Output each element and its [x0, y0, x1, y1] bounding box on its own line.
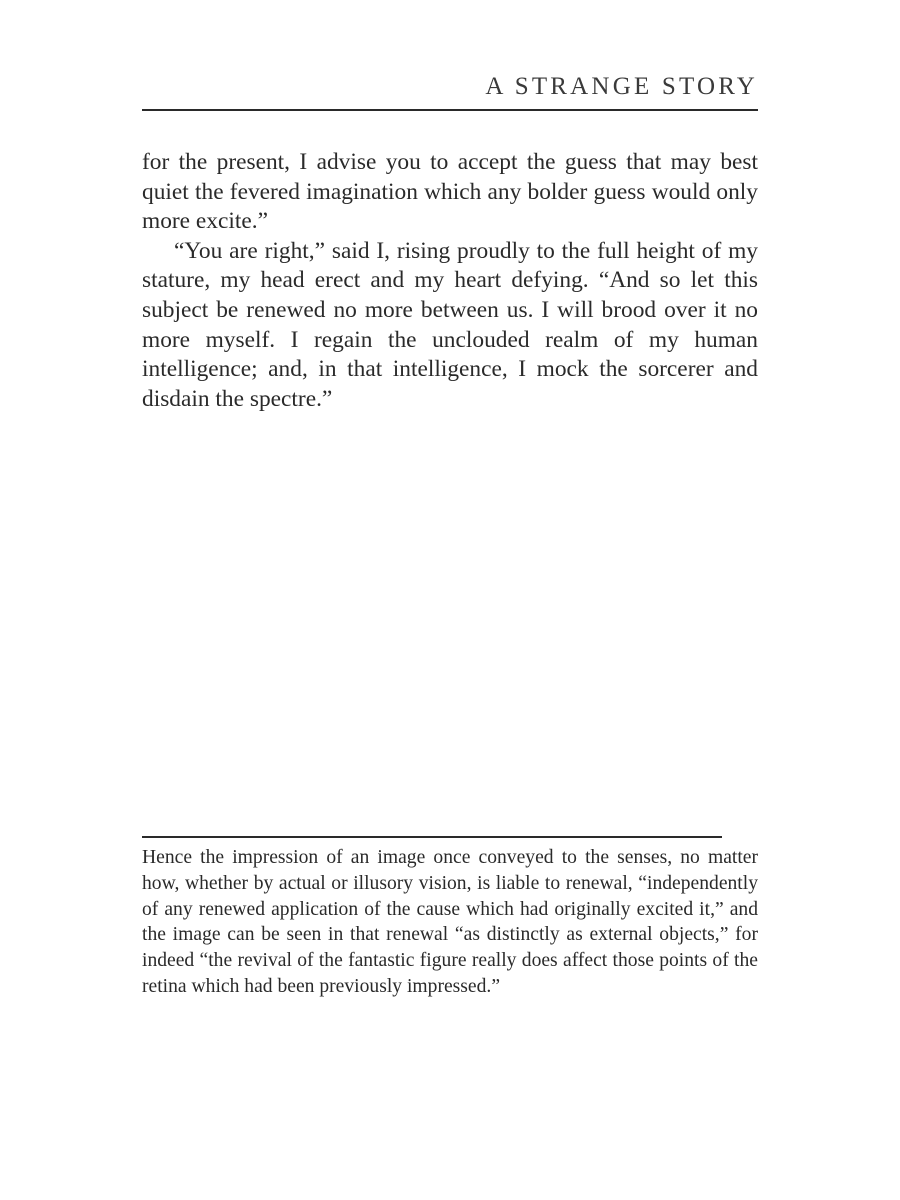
header-rule	[142, 109, 758, 111]
paragraph-continuation: for the present, I advise you to accept the guess that may best quiet the fevered imagination which any bolder guess would only more excite.”	[142, 149, 758, 235]
paragraph-dialogue: “You are right,” said I, rising proudly to the full height of my stature, my head erect and my heart defying. “And so let this subject be renewed no more between us. I will brood over it no more myself. I regain the unclouded realm of my human intelligence; and, in that intelligence, I mock the sorcerer and disdain the spectre.”	[142, 237, 758, 412]
footnote-rule	[142, 836, 722, 838]
footnote-text: Hence the impression of an image once conveyed to the senses, no matter how, whether by actual or illusory vision, is liable to renewal, “independently of any renewed application of the cause which had originally excited it,” and the image can be seen in that renewal “as distinctly as external objects,” for indeed “the revival of the fantastic figure really does affect those points of the retina which had been previously impressed.”	[142, 847, 758, 997]
main-text-block	[142, 148, 758, 414]
running-head: A STRANGE STORY	[485, 73, 758, 100]
